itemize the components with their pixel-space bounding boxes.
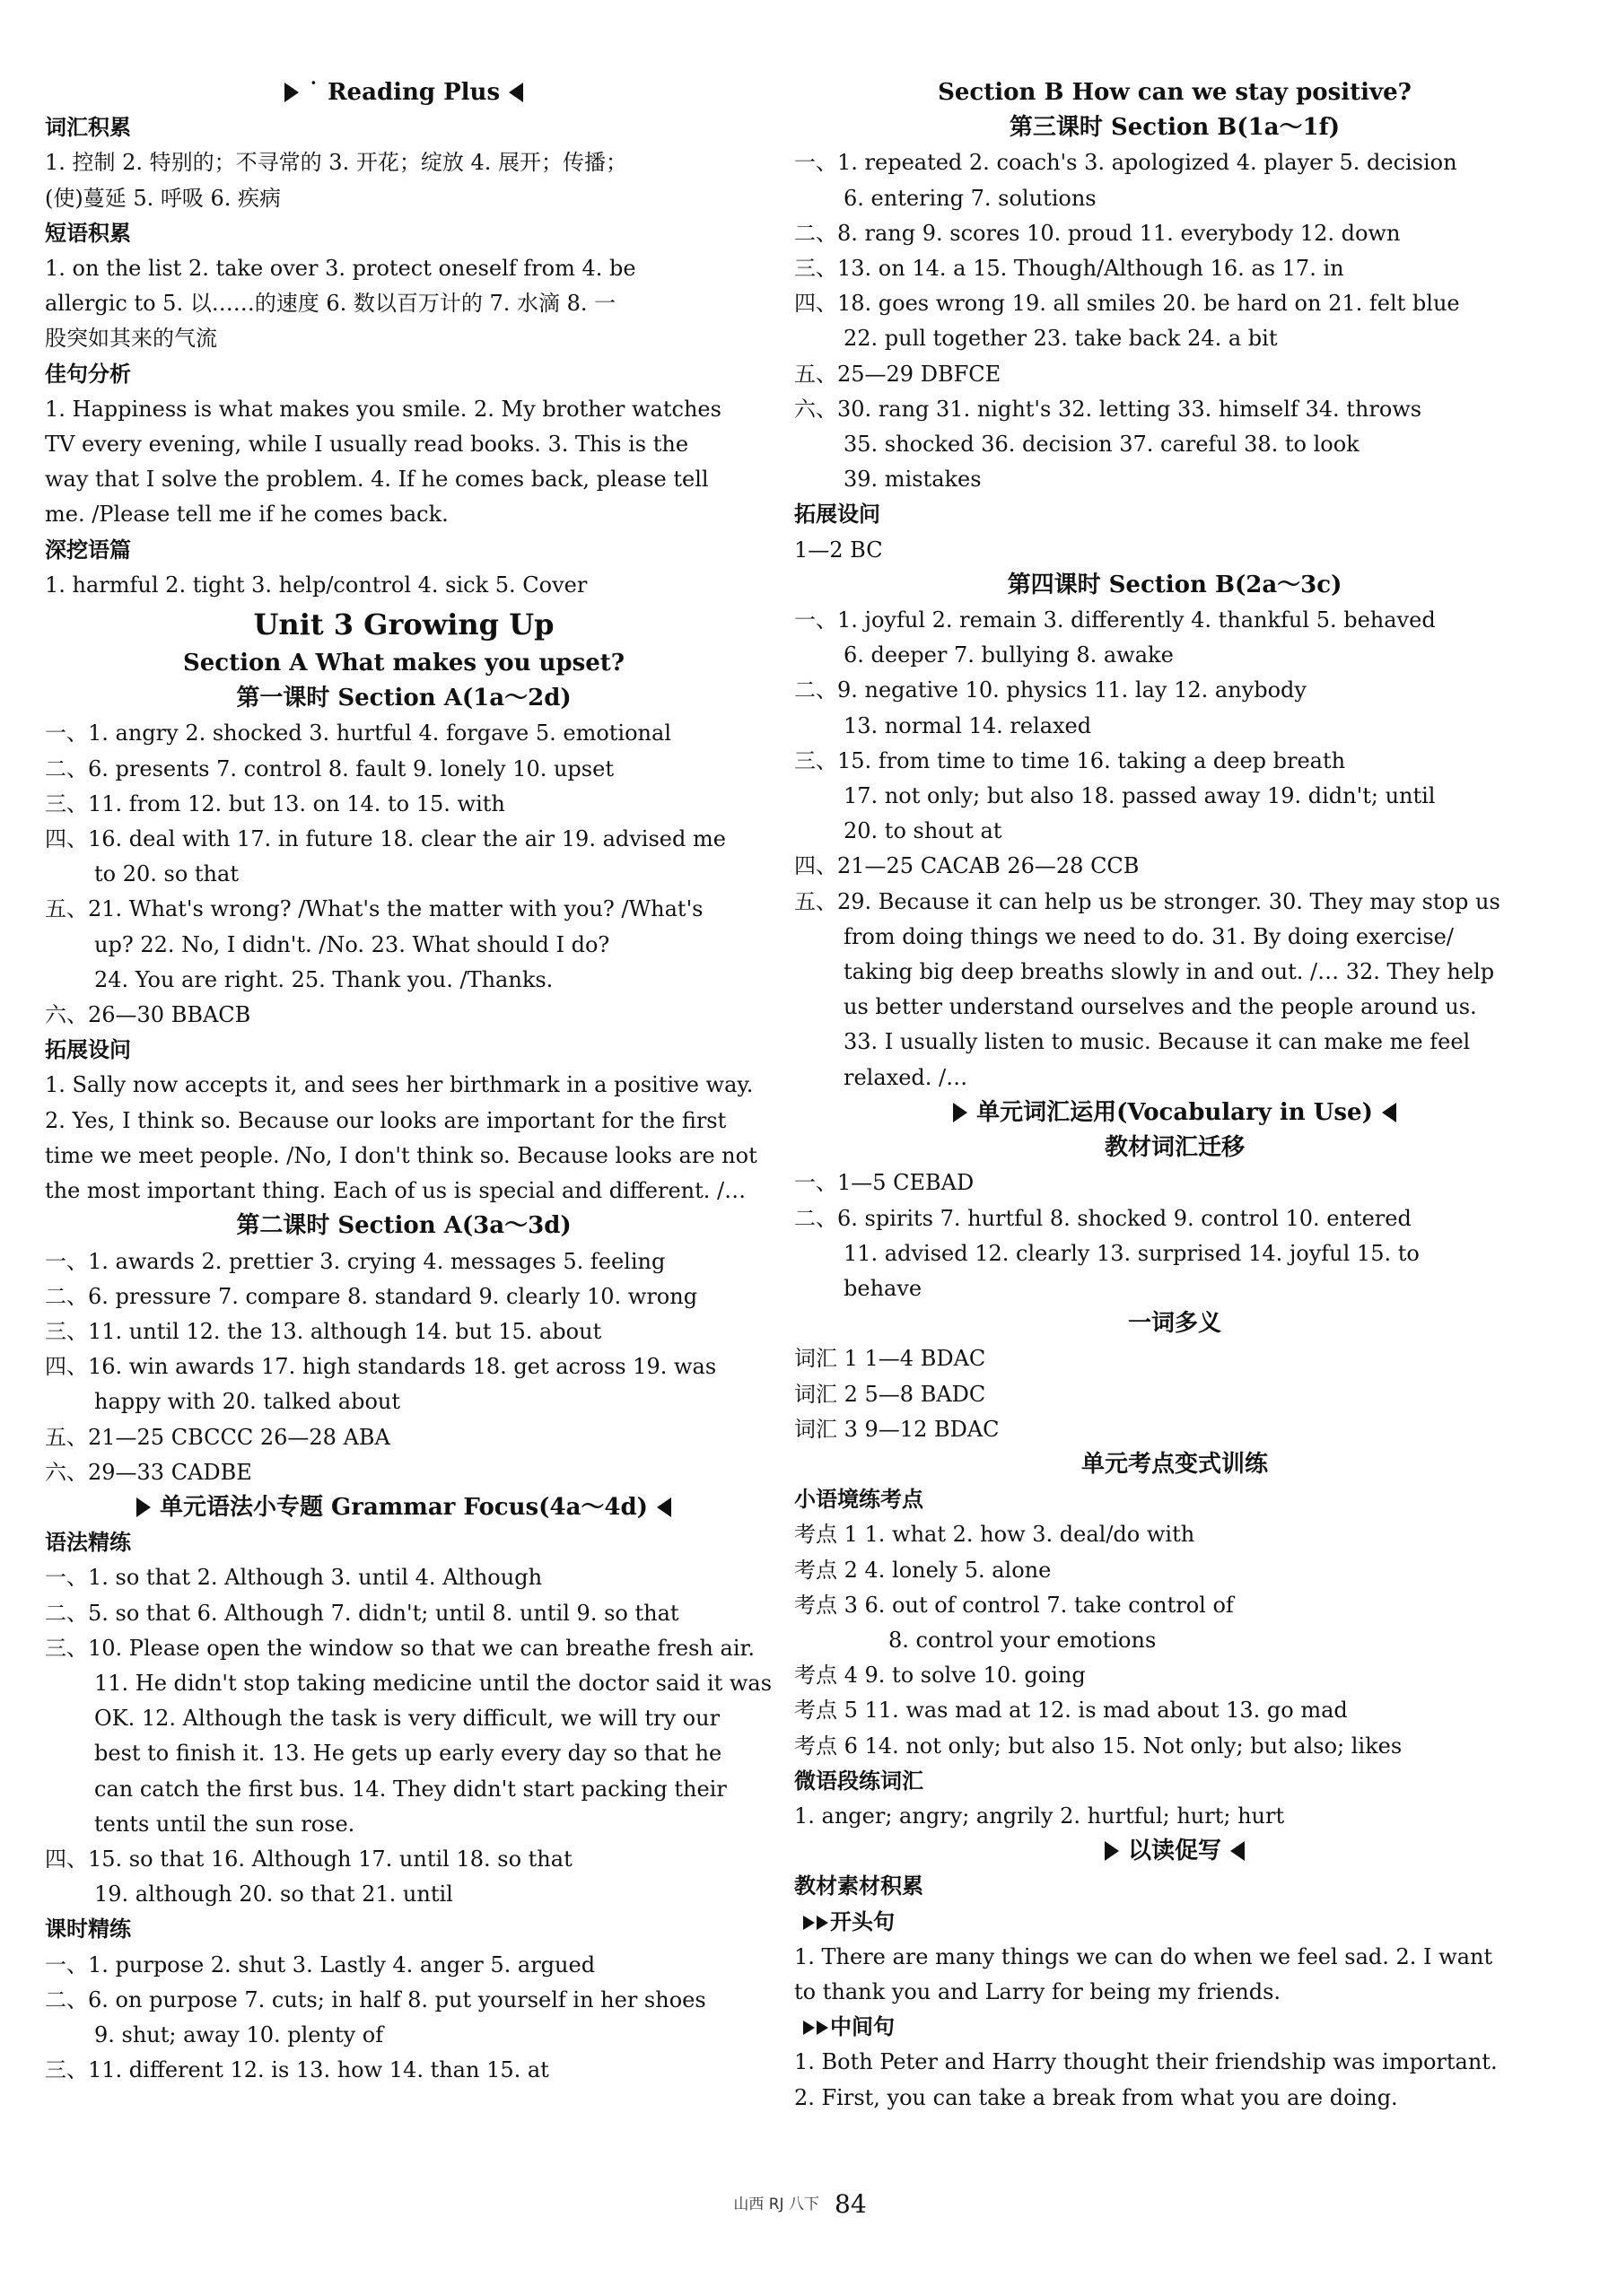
answer-line-indented: 6. deeper 7. bullying 8. awake <box>844 642 1174 668</box>
answer-line: 考点 5 11. was mad at 12. is mad about 13. go mad <box>794 1698 1348 1724</box>
answer-line: 1. harmful 2. tight 3. help/control 4. sick 5. Cover <box>45 572 588 598</box>
section-label: 佳句分析 <box>45 361 131 387</box>
banner-heading <box>45 1490 763 1525</box>
section-heading: 第四课时 Section B(2a～3c) <box>1007 571 1342 598</box>
left-triangle-icon <box>509 83 523 102</box>
answer-line: 四、16. deal with 17. in future 18. clear the air 19. advised me <box>45 826 726 852</box>
banner-text: ˙ Reading Plus <box>307 79 501 106</box>
answer-line: 三、15. from time to time 16. taking a deep breath <box>794 747 1346 773</box>
answer-line: 一、1. repeated 2. coach's 3. apologized 4. player 5. decision <box>794 150 1457 176</box>
answer-line: 2. First, you can take a break from what you are doing. <box>794 2084 1398 2110</box>
answer-line-indented: 22. pull together 23. take back 24. a bit <box>844 326 1278 352</box>
answer-line-indented: 11. He didn't stop taking medicine until the doctor said it was <box>94 1670 773 1696</box>
answer-line-indented: 8. control your emotions <box>888 1627 1157 1653</box>
section-heading: 教材词汇迁移 <box>1104 1134 1245 1162</box>
subheading-text: 开头句 <box>830 1908 895 1934</box>
page-footer <box>0 2189 1600 2219</box>
answer-line: 三、11. from 12. but 13. on 14. to 15. with <box>45 790 505 816</box>
answer-line-indented: happy with 20. talked about <box>94 1389 401 1415</box>
section-heading: 第三课时 Section B(1a～1f) <box>1009 114 1341 142</box>
answer-line: 词汇 2 5—8 BADC <box>794 1381 986 1407</box>
left-triangle-icon <box>1382 1103 1396 1122</box>
answer-line: 1. There are many things we can do when we feel sad. 2. I want <box>794 1943 1493 1969</box>
footer-edition-label: 山西 RJ 八下 <box>733 2196 819 2213</box>
answer-line: 六、30. rang 31. night's 32. letting 33. himself 34. throws <box>794 396 1422 422</box>
banner-text: 以读促写 <box>1127 1838 1221 1865</box>
answer-line: way that I solve the problem. 4. If he comes back, please tell <box>45 467 709 493</box>
answer-line: allergic to 5. 以……的速度 6. 数以百万计的 7. 水滴 8. 一 <box>45 291 616 317</box>
answer-line-indented: 13. normal 14. relaxed <box>844 712 1092 738</box>
section-heading: Section A What makes you upset? <box>182 650 625 677</box>
page-number: 84 <box>835 2189 867 2219</box>
answer-line: 三、11. different 12. is 13. how 14. than 15. at <box>45 2057 549 2083</box>
answer-line-indented: relaxed. /… <box>844 1064 968 1090</box>
section-heading: 第二课时 Section A(3a～3d) <box>236 1212 572 1240</box>
answer-line: 四、18. goes wrong 19. all smiles 20. be hard on 21. felt blue <box>794 291 1460 317</box>
left-column <box>45 75 773 2088</box>
answer-line-indented: to 20. so that <box>94 861 239 887</box>
section-label: 语法精练 <box>45 1530 131 1556</box>
answer-line: 一、1. awards 2. prettier 3. crying 4. messages 5. feeling <box>45 1248 666 1274</box>
section-label: 微语段练词汇 <box>794 1768 923 1794</box>
answer-line: 二、6. spirits 7. hurtful 8. shocked 9. control 10. entered <box>794 1205 1412 1231</box>
unit-title: Unit 3 Growing Up <box>253 607 555 642</box>
arrow-icon <box>803 2021 815 2035</box>
section-label: 小语境练考点 <box>794 1487 923 1513</box>
answer-line: 二、8. rang 9. scores 10. proud 11. everybody 12. down <box>794 220 1401 246</box>
right-triangle-icon <box>1105 1841 1119 1861</box>
answer-line-indented: behave <box>844 1275 922 1301</box>
answer-line: the most important thing. Each of us is special and different. /… <box>45 1178 747 1204</box>
answer-line: 1—2 BC <box>794 537 883 563</box>
banner-text: 单元词汇运用(Vocabulary in Use) <box>976 1098 1373 1126</box>
answer-line: 六、26—30 BBACB <box>45 1002 251 1028</box>
section-heading: 一词多义 <box>1127 1310 1221 1338</box>
answer-line-indented: from doing things we need to do. 31. By doing exercise/ <box>844 923 1454 949</box>
right-triangle-icon <box>284 83 299 102</box>
section-label: 拓展设问 <box>794 502 880 528</box>
answer-line: 一、1. angry 2. shocked 3. hurtful 4. forgave 5. emotional <box>45 720 671 746</box>
answer-line: time we meet people. /No, I don't think so. Because looks are not <box>45 1142 757 1168</box>
answer-line: 词汇 1 1—4 BDAC <box>794 1346 986 1372</box>
left-triangle-icon <box>657 1497 671 1517</box>
answer-line: 1. Happiness is what makes you smile. 2. My brother watches <box>45 396 721 422</box>
banner-heading <box>794 1834 1555 1869</box>
answer-line: 五、21—25 CBCCC 26—28 ABA <box>45 1424 390 1450</box>
answer-line-indented: 35. shocked 36. decision 37. careful 38. to look <box>844 432 1360 458</box>
answer-line: (使)蔓延 5. 呼吸 6. 疾病 <box>45 185 282 211</box>
answer-line: 四、16. win awards 17. high standards 18. get across 19. was <box>45 1354 717 1380</box>
answer-line: 三、10. Please open the window so that we can breathe fresh air. <box>45 1635 755 1661</box>
section-label: 课时精练 <box>45 1916 131 1942</box>
left-triangle-icon <box>1230 1841 1245 1861</box>
answer-line: 一、1. so that 2. Although 3. until 4. Although <box>45 1565 543 1591</box>
answer-line-indented: 33. I usually listen to music. Because it can make me feel <box>844 1029 1471 1055</box>
arrow-icon <box>803 1916 815 1930</box>
arrow-icon <box>817 1916 828 1930</box>
answer-line: to thank you and Larry for being my friends. <box>794 1978 1281 2004</box>
answer-line: 1. Both Peter and Harry thought their friendship was important. <box>794 2049 1498 2075</box>
subheading <box>794 2010 1555 2045</box>
answer-line: 五、25—29 DBFCE <box>794 361 1001 387</box>
arrow-icon <box>817 2021 828 2035</box>
answer-line: 考点 4 9. to solve 10. going <box>794 1663 1086 1689</box>
section-heading: Section B How can we stay positive? <box>938 79 1412 106</box>
answer-line: 二、5. so that 6. Although 7. didn't; until 8. until 9. so that <box>45 1600 679 1626</box>
section-heading: 单元考点变式训练 <box>1080 1450 1268 1478</box>
answer-line: 二、6. presents 7. control 8. fault 9. lonely 10. upset <box>45 755 614 781</box>
section-label: 教材素材积累 <box>794 1873 923 1899</box>
answer-line: 考点 3 6. out of control 7. take control of <box>794 1592 1234 1618</box>
answer-line: 六、29—33 CADBE <box>45 1459 252 1485</box>
answer-line: 词汇 3 9—12 BDAC <box>794 1416 1000 1442</box>
answer-line-indented: 9. shut; away 10. plenty of <box>94 2021 384 2047</box>
answer-line: 四、21—25 CACAB 26—28 CCB <box>794 853 1140 879</box>
answer-line: 1. on the list 2. take over 3. protect oneself from 4. be <box>45 256 636 282</box>
answer-line-indented: up? 22. No, I didn't. /No. 23. What should I do? <box>94 931 610 957</box>
answer-line: me. /Please tell me if he comes back. <box>45 502 449 528</box>
banner-heading <box>45 75 763 110</box>
answer-line: 三、11. until 12. the 13. although 14. but 15. about <box>45 1318 602 1344</box>
right-triangle-icon <box>953 1103 967 1122</box>
answer-line-indented: 6. entering 7. solutions <box>844 185 1097 211</box>
answer-line: TV every evening, while I usually read books. 3. This is the <box>45 432 689 458</box>
subheading <box>794 1905 1555 1940</box>
answer-line: 1. 控制 2. 特别的；不寻常的 3. 开花；绽放 4. 展开；传播； <box>45 150 627 176</box>
section-label: 拓展设问 <box>45 1037 131 1063</box>
section-label: 短语积累 <box>45 220 131 246</box>
answer-line-indented: tents until the sun rose. <box>94 1811 355 1837</box>
answer-line: 一、1. joyful 2. remain 3. differently 4. thankful 5. behaved <box>794 607 1436 633</box>
answer-line: 二、6. on purpose 7. cuts; in half 8. put yourself in her shoes <box>45 1986 706 2012</box>
right-column <box>794 75 1555 2116</box>
answer-line: 考点 6 14. not only; but also 15. Not only; but also; likes <box>794 1733 1403 1759</box>
answer-line-indented: 19. although 20. so that 21. until <box>94 1881 453 1908</box>
section-heading: 第一课时 Section A(1a～2d) <box>236 685 572 712</box>
answer-line: 考点 1 1. what 2. how 3. deal/do with <box>794 1522 1195 1548</box>
answer-line: 2. Yes, I think so. Because our looks are important for the first <box>45 1107 727 1133</box>
answer-line: 二、6. pressure 7. compare 8. standard 9. clearly 10. wrong <box>45 1283 698 1309</box>
answer-line: 三、13. on 14. a 15. Though/Although 16. as 17. in <box>794 256 1344 282</box>
answer-line: 1. anger; angry; angrily 2. hurtful; hurt; hurt <box>794 1803 1285 1829</box>
answer-line: 股突如其来的气流 <box>45 326 217 352</box>
right-triangle-icon <box>136 1497 151 1517</box>
answer-line-indented: us better understand ourselves and the people around us. <box>844 994 1477 1020</box>
answer-line-indented: OK. 12. Although the task is very difficult, we will try our <box>94 1706 721 1732</box>
answer-line-indented: best to finish it. 13. He gets up early every day so that he <box>94 1741 722 1767</box>
answer-line: 四、15. so that 16. Although 17. until 18. so that <box>45 1846 573 1872</box>
answer-line: 一、1. purpose 2. shut 3. Lastly 4. anger 5. argued <box>45 1951 596 1977</box>
banner-text: 单元语法小专题 Grammar Focus(4a～4d) <box>160 1493 648 1521</box>
section-label: 深挖语篇 <box>45 537 131 563</box>
answer-line: 一、1—5 CEBAD <box>794 1170 975 1196</box>
answer-line: 五、21. What's wrong? /What's the matter with you? /What's <box>45 896 704 922</box>
answer-line-indented: 11. advised 12. clearly 13. surprised 14. joyful 15. to <box>844 1240 1420 1266</box>
banner-heading <box>794 1096 1555 1131</box>
answer-line: 1. Sally now accepts it, and sees her birthmark in a positive way. <box>45 1072 754 1098</box>
answer-line-indented: 24. You are right. 25. Thank you. /Thanks. <box>94 966 554 992</box>
answer-line-indented: 39. mistakes <box>844 467 982 493</box>
section-label: 词汇积累 <box>45 115 131 141</box>
answer-line-indented: 20. to shout at <box>844 818 1002 844</box>
answer-line: 五、29. Because it can help us be stronger. 30. They may stop us <box>794 888 1500 914</box>
answer-line-indented: can catch the first bus. 14. They didn't start packing their <box>94 1776 727 1802</box>
answer-line-indented: taking big deep breaths slowly in and out. /… 32. They help <box>844 959 1495 985</box>
subheading-text: 中间句 <box>830 2014 895 2040</box>
answer-line: 考点 2 4. lonely 5. alone <box>794 1557 1052 1583</box>
answer-line: 二、9. negative 10. physics 11. lay 12. anybody <box>794 677 1307 703</box>
answer-line-indented: 17. not only; but also 18. passed away 19. didn't; until <box>844 783 1436 809</box>
